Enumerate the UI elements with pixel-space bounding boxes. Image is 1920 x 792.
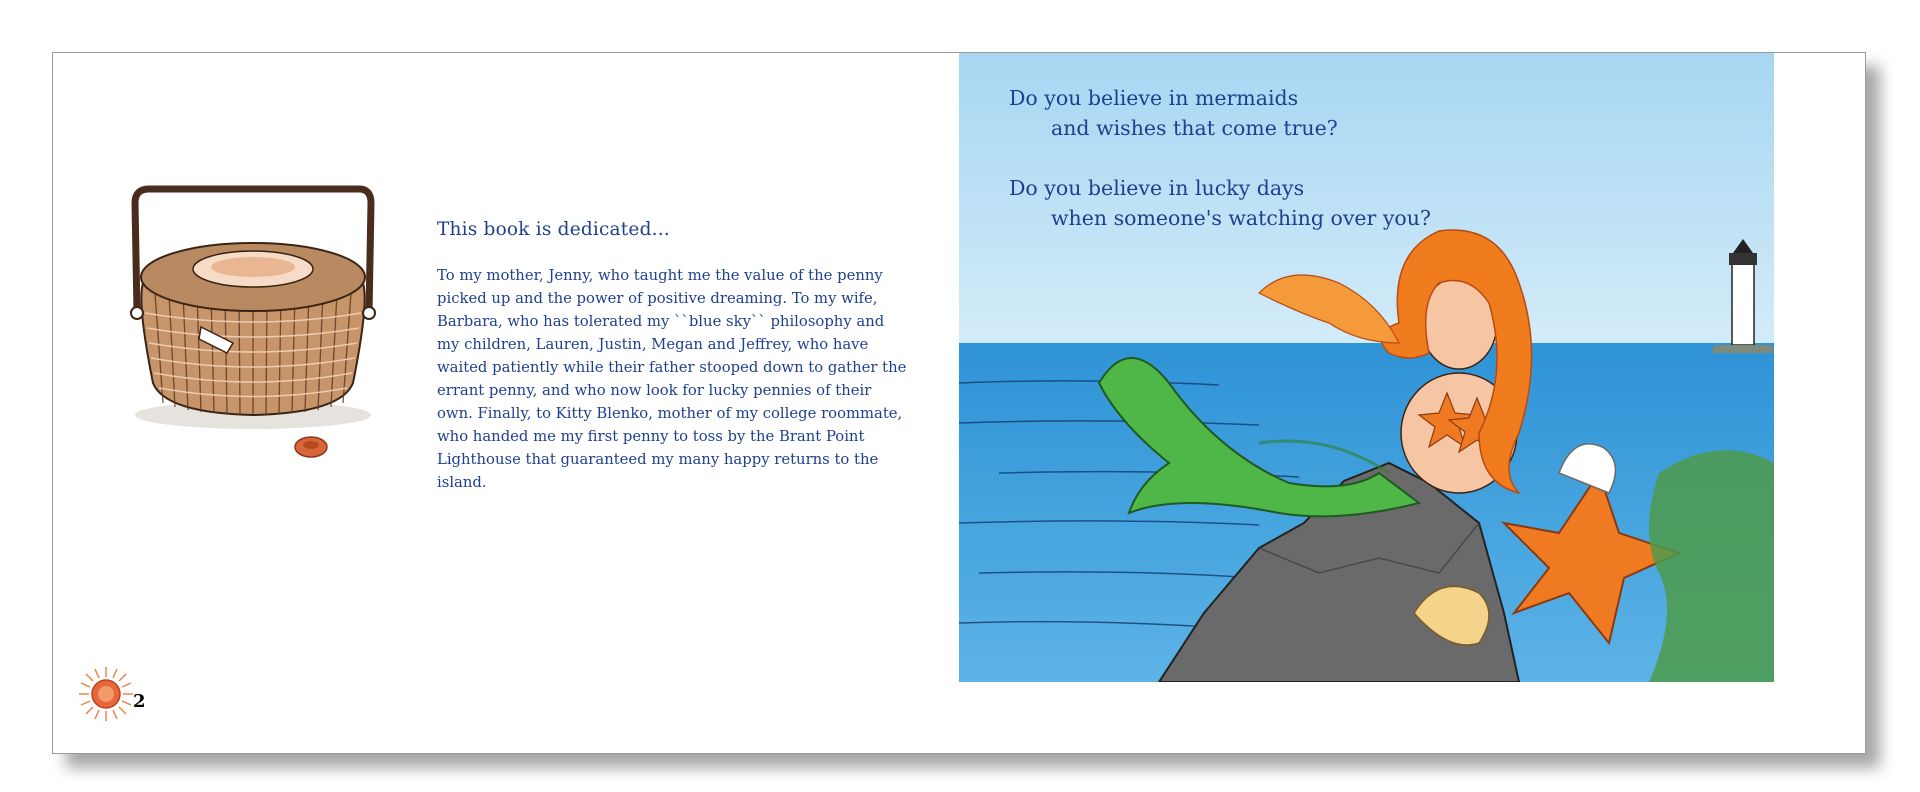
page-number: 2 (133, 691, 146, 712)
verse-block (1009, 83, 1431, 263)
dedication-heading: This book is dedicated... (437, 219, 670, 240)
verse-line: Do you believe in mermaids (1009, 86, 1299, 110)
sun-penny-icon (77, 665, 135, 723)
mermaid-illustration (959, 53, 1774, 682)
verse-stanza-1 (1009, 83, 1431, 143)
verse-line: Do you believe in lucky days (1009, 176, 1305, 200)
dedication-block (437, 219, 907, 494)
nantucket-basket-icon (113, 153, 403, 483)
verse-line: when someone's watching over you? (1051, 206, 1431, 230)
book-spread (52, 52, 1866, 754)
dedication-body: To my mother, Jenny, who taught me the value of the penny picked up and the power of positive dreaming. To my wife, Barbara, who has tolerated my ``blue sky`` philosophy and my children, Lauren, Justin, Megan and Jeffrey, who have waited patiently while their father stooped down to gather the errant penny, and who now look for lucky pennies of their own. Finally, to Kitty Blenko, mother of my college roommate, who handed me my first penny to toss by the Brant Point Lighthouse that guaranteed my many happy returns to the island. (437, 267, 907, 491)
verse-stanza-2 (1009, 173, 1431, 233)
verse-line: and wishes that come true? (1051, 116, 1338, 140)
page-footer (77, 665, 177, 725)
